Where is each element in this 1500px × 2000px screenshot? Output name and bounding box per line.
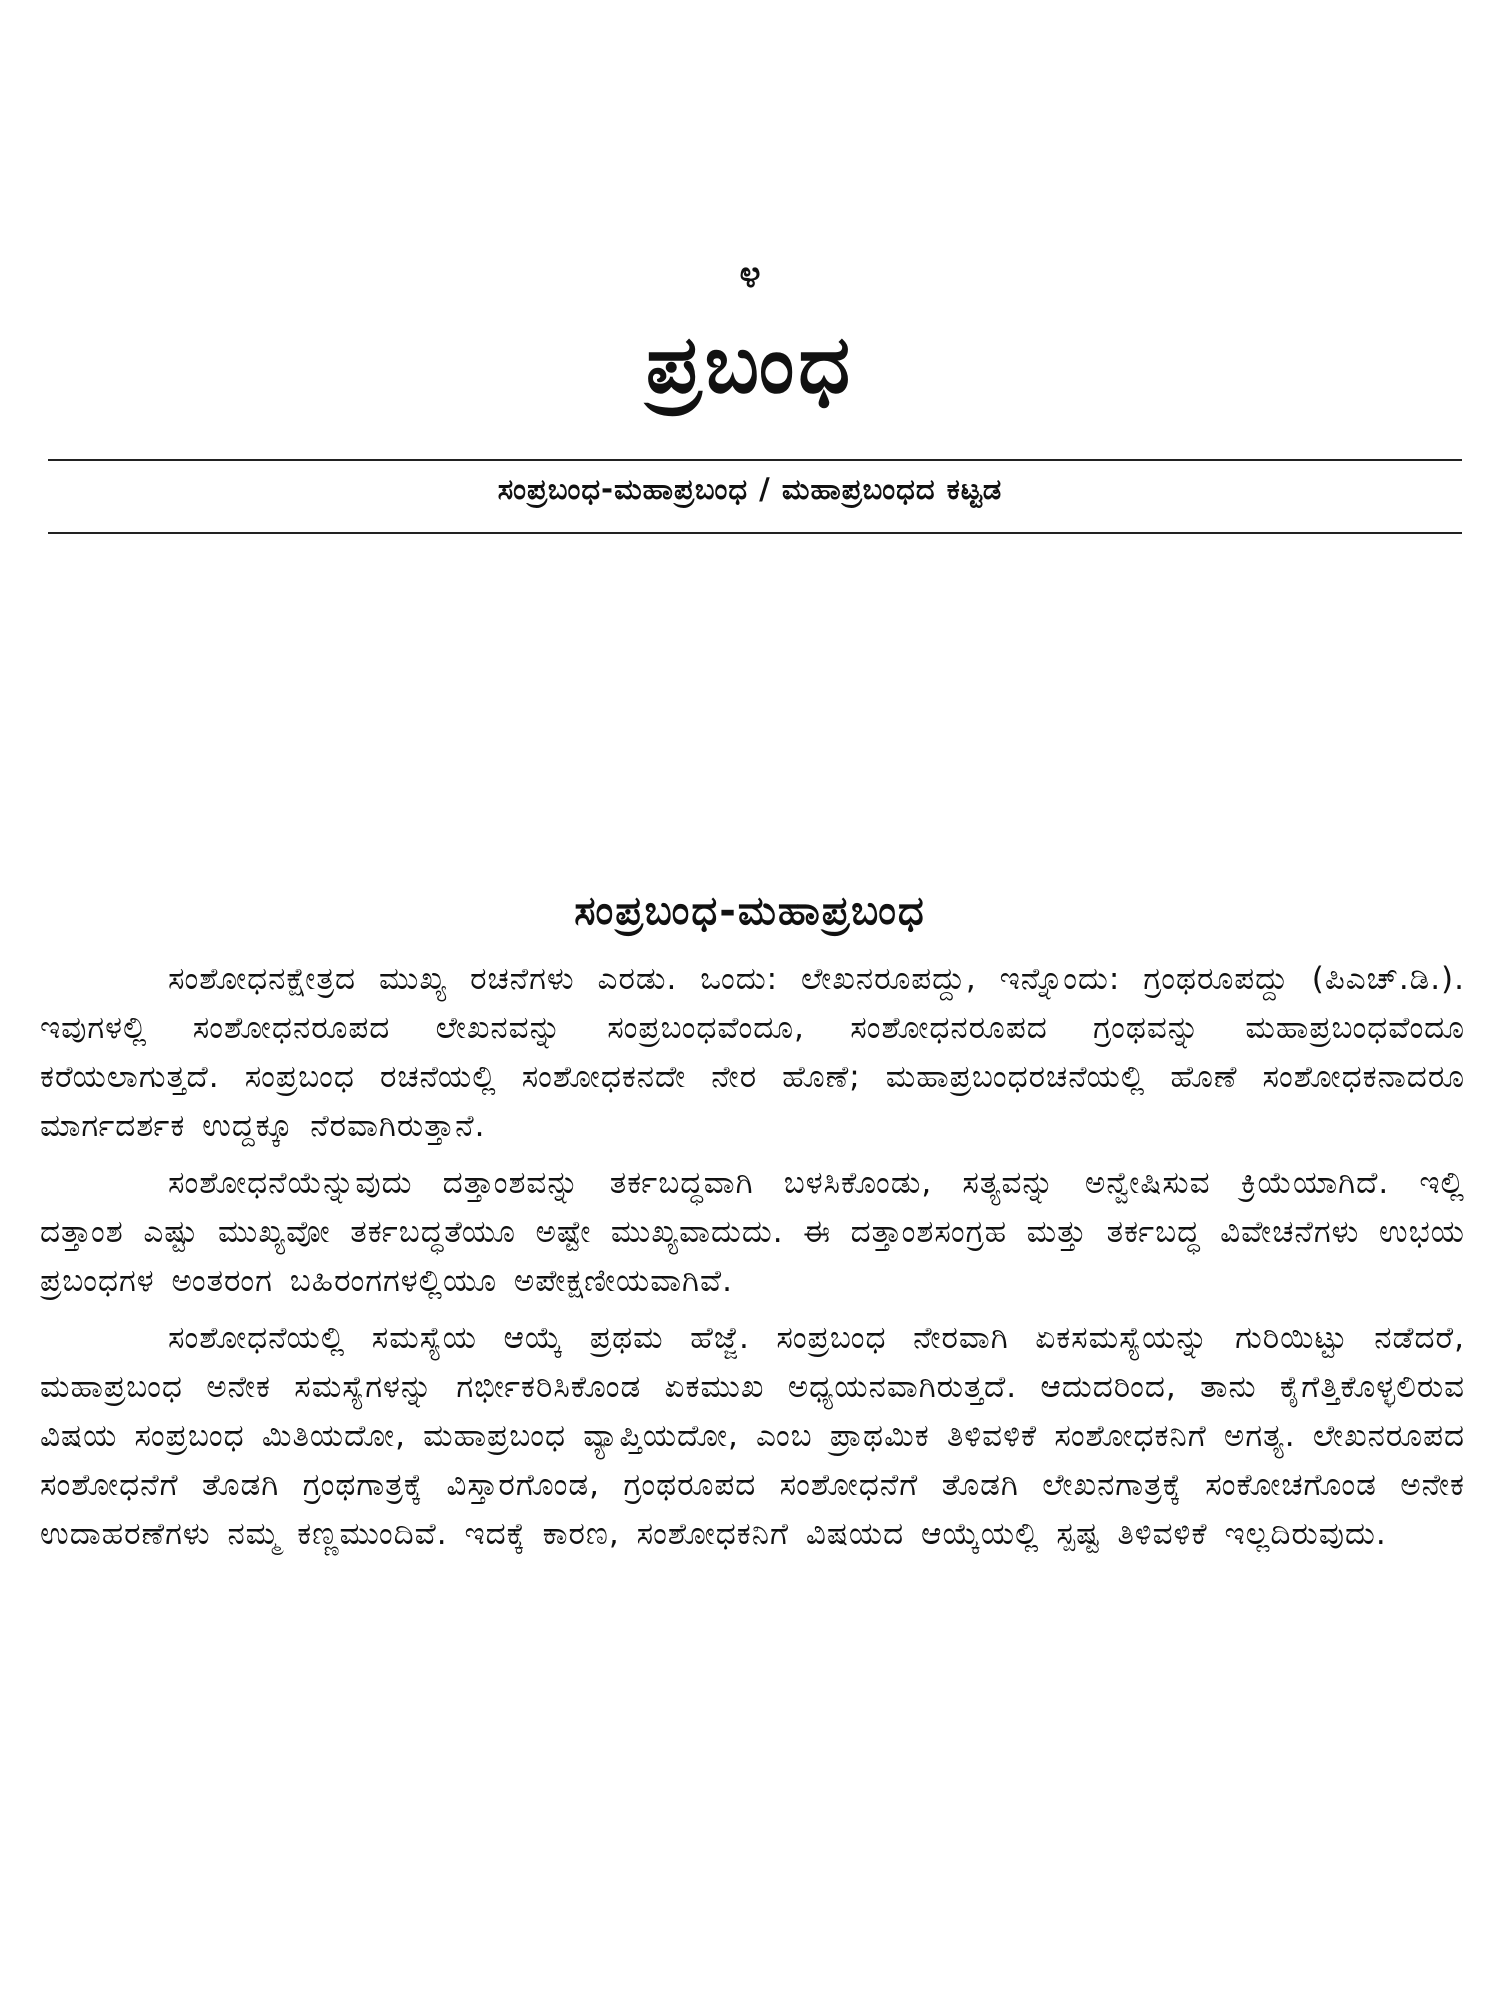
chapter-subtitle: ಸಂಪ್ರಬಂಧ-ಮಹಾಪ್ರಬಂಧ / ಮಹಾಪ್ರಬಂಧದ ಕಟ್ಟಡ	[497, 472, 1003, 506]
bottom-divider	[48, 532, 1462, 534]
paragraph-2: ಸಂಶೋಧನೆಯೆನ್ನುವುದು ದತ್ತಾಂಶವನ್ನು ತರ್ಕಬದ್ಧವಾಗಿ ಬಳಸಿಕೊಂಡು, ಸತ್ಯವನ್ನು ಅನ್ವೇಷಿಸುವ ಕ್ರಿಯೆಯಾಗಿದೆ. ಇಲ್ಲಿ ದತ್ತಾಂಶ ಎಷ್ಟು ಮುಖ್ಯವೋ ತರ್ಕಬದ್ಧತೆಯೂ ಅಷ್ಟೇ ಮುಖ್ಯವಾದುದು. ಈ ದತ್ತಾಂಶಸಂಗ್ರಹ ಮತ್ತು ತರ್ಕಬದ್ಧ ವಿವೇಚನೆಗಳು ಉಭಯ ಪ್ರಬಂಧಗಳ ಅಂತರಂಗ ಬಹಿರಂಗಗಳಲ್ಲಿಯೂ ಅಪೇಕ್ಷಣೀಯವಾಗಿವೆ.	[40, 1165, 1465, 1299]
paragraph-3: ಸಂಶೋಧನೆಯಲ್ಲಿ ಸಮಸ್ಯೆಯ ಆಯ್ಕೆ ಪ್ರಥಮ ಹೆಜ್ಜೆ. ಸಂಪ್ರಬಂಧ ನೇರವಾಗಿ ಏಕಸಮಸ್ಯೆಯನ್ನು ಗುರಿಯಿಟ್ಟು ನಡೆದರೆ, ಮಹಾಪ್ರಬಂಧ ಅನೇಕ ಸಮಸ್ಯೆಗಳನ್ನು ಗರ್ಭೀಕರಿಸಿಕೊಂಡ ಏಕಮುಖ ಅಧ್ಯಯನವಾಗಿರುತ್ತದೆ. ಆದುದರಿಂದ, ತಾನು ಕೈಗೆತ್ತಿಕೊಳ್ಳಲಿರುವ ವಿಷಯ ಸಂಪ್ರಬಂಧ ಮಿತಿಯದೋ, ಮಹಾಪ್ರಬಂಧ ವ್ಯಾಪ್ತಿಯದೋ, ಎಂಬ ಪ್ರಾಥಮಿಕ ತಿಳಿವಳಿಕೆ ಸಂಶೋಧಕನಿಗೆ ಅಗತ್ಯ. ಲೇಖನರೂಪದ ಸಂಶೋಧನೆಗೆ ತೊಡಗಿ ಗ್ರಂಥಗಾತ್ರಕ್ಕೆ ವಿಸ್ತಾರಗೊಂಡ, ಗ್ರಂಥರೂಪದ ಸಂಶೋಧನೆಗೆ ತೊಡಗಿ ಲೇಖನಗಾತ್ರಕ್ಕೆ ಸಂಕೋಚಗೊಂಡ ಅನೇಕ ಉದಾಹರಣೆಗಳು ನಮ್ಮ ಕಣ್ಣಮುಂದಿವೆ. ಇದಕ್ಕೆ ಕಾರಣ, ಸಂಶೋಧಕನಿಗೆ ವಿಷಯದ ಆಯ್ಕೆಯಲ್ಲಿ ಸ್ಪಷ್ಟ ತಿಳಿವಳಿಕೆ ಇಲ್ಲದಿರುವುದು.	[40, 1320, 1465, 1552]
chapter-number: ೪	[739, 252, 761, 296]
chapter-title: ಪ್ರಬಂಧ	[645, 318, 855, 411]
body-text	[40, 955, 1465, 1567]
paragraph-1: ಸಂಶೋಧನಕ್ಷೇತ್ರದ ಮುಖ್ಯ ರಚನೆಗಳು ಎರಡು. ಒಂದು: ಲೇಖನರೂಪದ್ದು, ಇನ್ನೊಂದು: ಗ್ರಂಥರೂಪದ್ದು (ಪಿಎಚ್.ಡಿ.). ಇವುಗಳಲ್ಲಿ ಸಂಶೋಧನರೂಪದ ಲೇಖನವನ್ನು ಸಂಪ್ರಬಂಧವೆಂದೂ, ಸಂಶೋಧನರೂಪದ ಗ್ರಂಥವನ್ನು ಮಹಾಪ್ರಬಂಧವೆಂದೂ ಕರೆಯಲಾಗುತ್ತದೆ. ಸಂಪ್ರಬಂಧ ರಚನೆಯಲ್ಲಿ ಸಂಶೋಧಕನದೇ ನೇರ ಹೊಣೆ; ಮಹಾಪ್ರಬಂಧರಚನೆಯಲ್ಲಿ ಹೊಣೆ ಸಂಶೋಧಕನಾದರೂ ಮಾರ್ಗದರ್ಶಕ ಉದ್ದಕ್ಕೂ ನೆರವಾಗಿರುತ್ತಾನೆ.	[40, 961, 1465, 1144]
top-divider	[48, 459, 1462, 461]
section-heading: ಸಂಪ್ರಬಂಧ-ಮಹಾಪ್ರಬಂಧ	[574, 888, 926, 934]
